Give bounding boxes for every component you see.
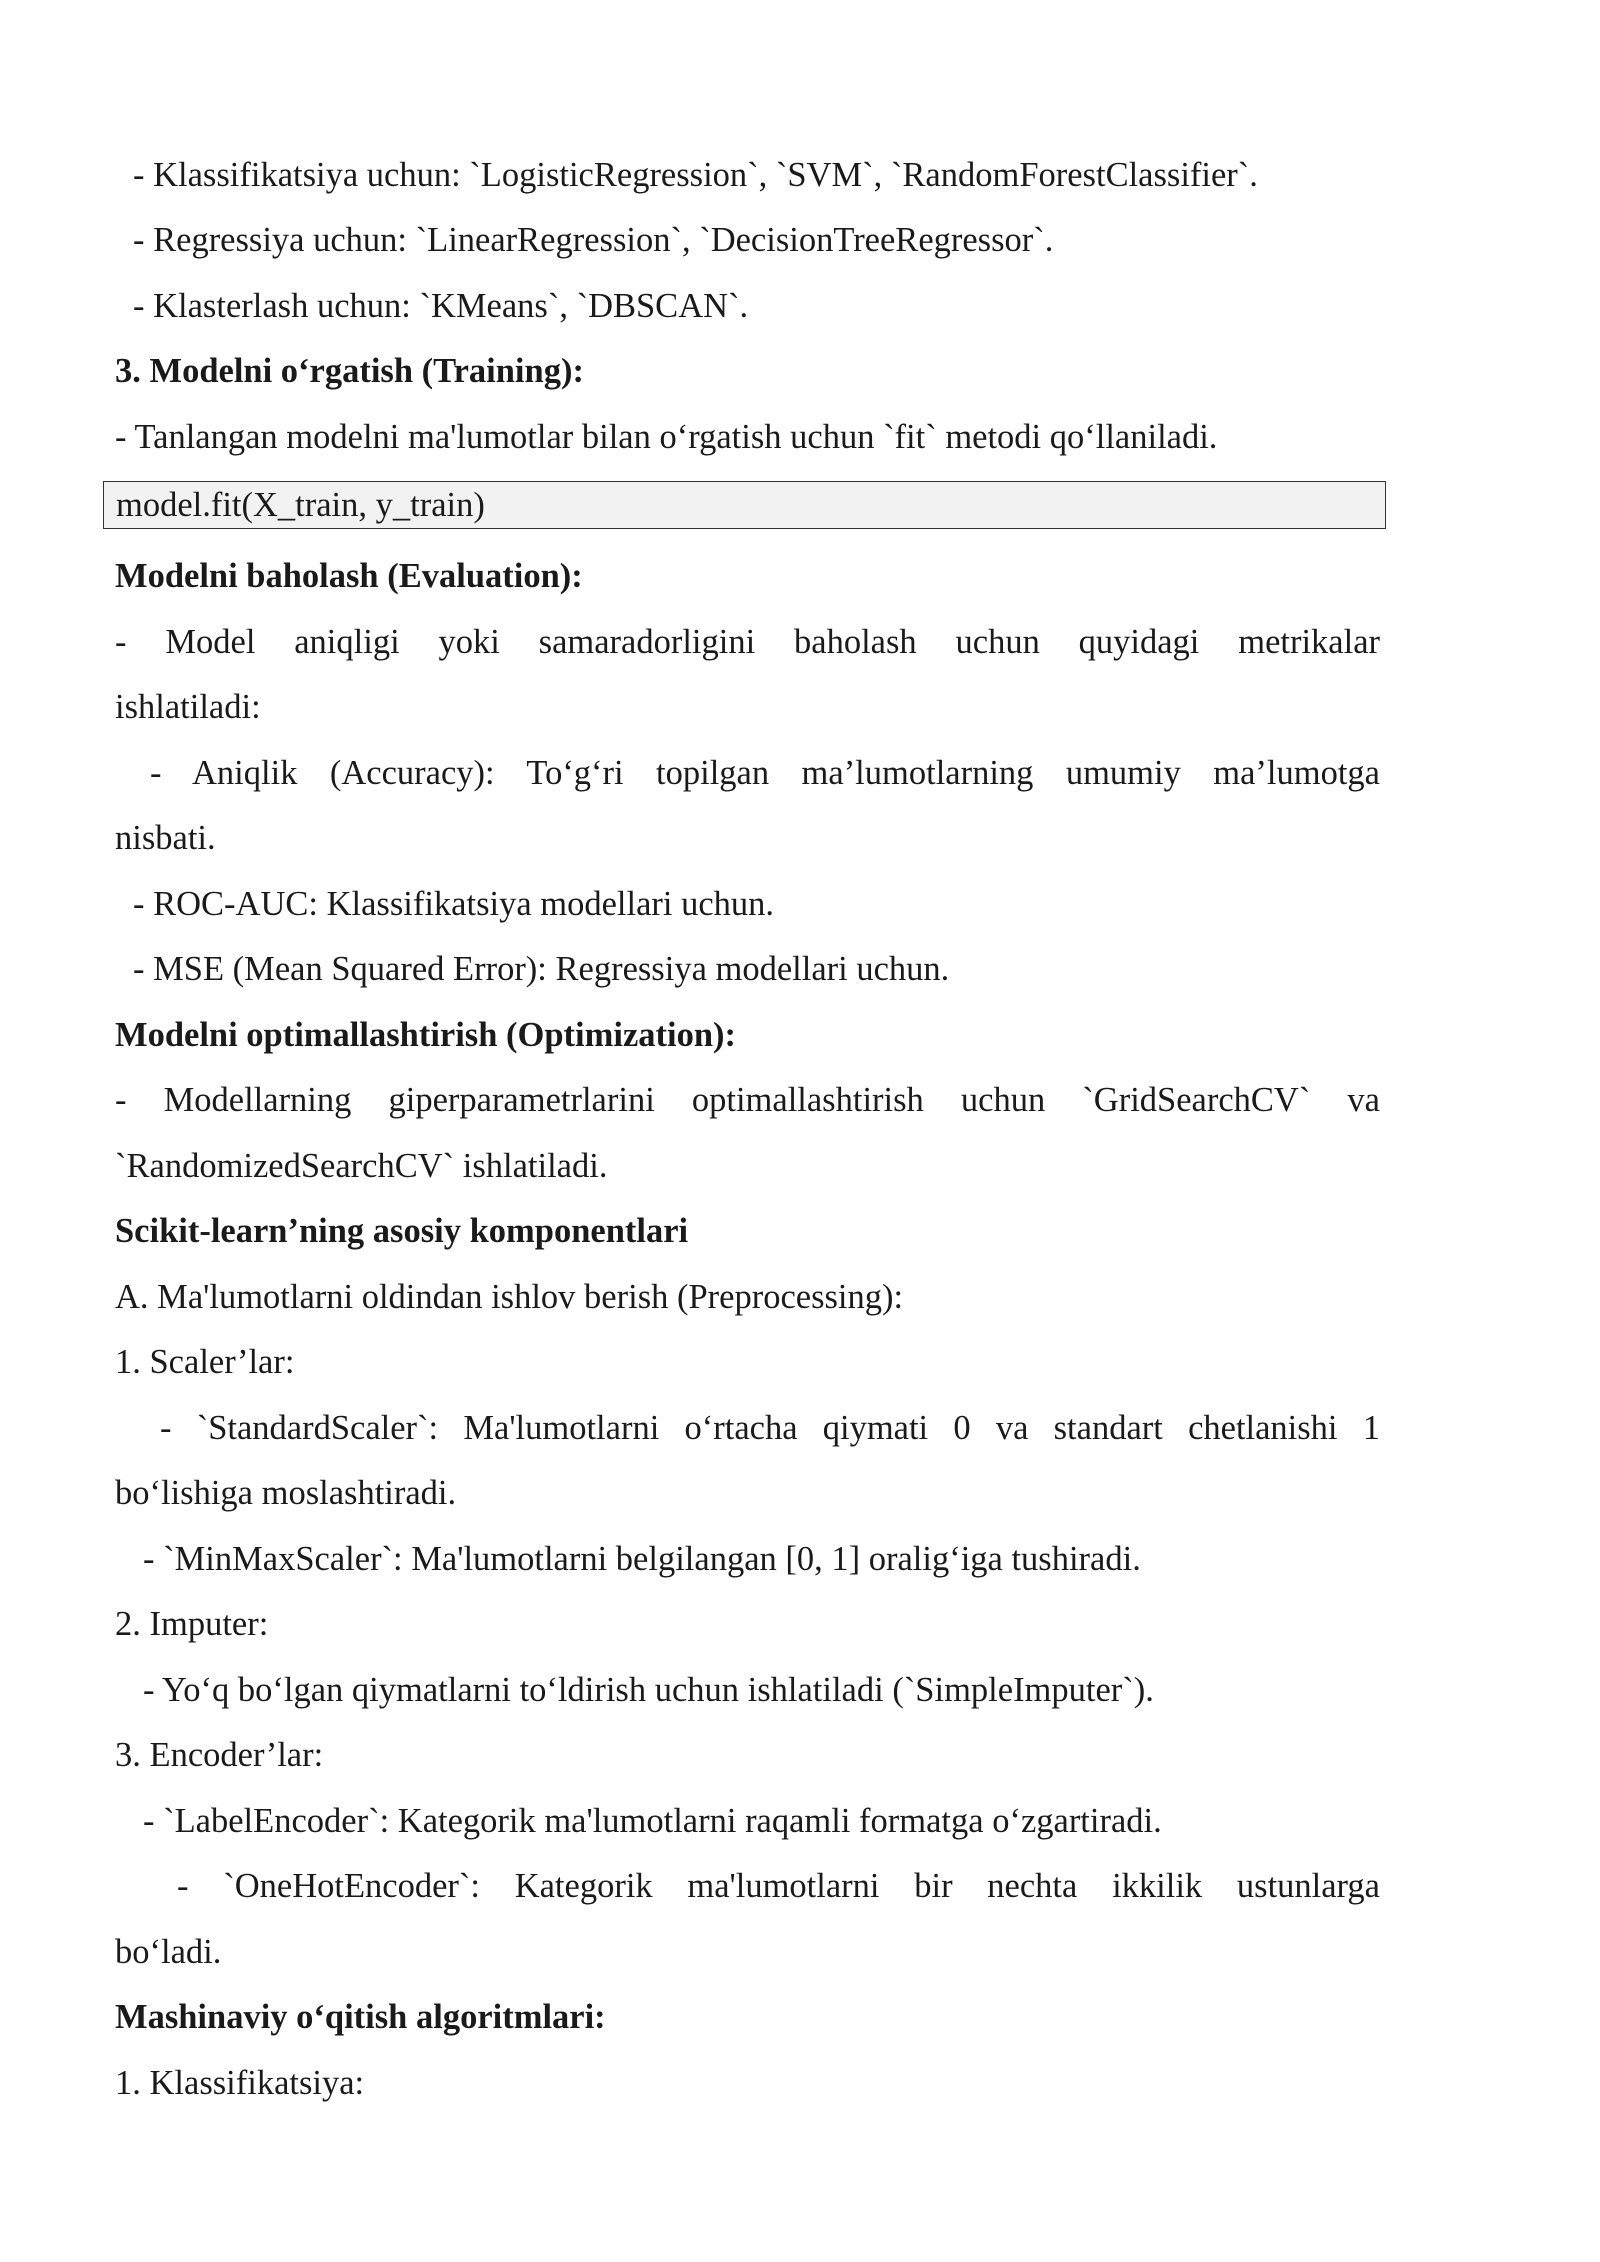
paragraph: - Modellarning giperparametrlarini optimallashtirish uchun `GridSearchCV` va xyxy=(115,1081,1380,1119)
paragraph: nisbati. xyxy=(115,819,216,857)
section-heading: Modelni optimallashtirish (Optimization): xyxy=(115,1016,736,1054)
paragraph: 3. Encoder’lar: xyxy=(115,1736,324,1774)
paragraph: `RandomizedSearchCV` ishlatiladi. xyxy=(115,1147,608,1185)
list-item: - Aniqlik (Accuracy): To‘g‘ri topilgan ma’lumotlarning umumiy ma’lumotga xyxy=(150,754,1380,792)
paragraph: - Tanlangan modelni ma'lumotlar bilan o‘rgatish uchun `fit` metodi qo‘llaniladi. xyxy=(115,418,1218,456)
list-item: - `LabelEncoder`: Kategorik ma'lumotlarni raqamli formatga o‘zgartiradi. xyxy=(143,1802,1162,1840)
paragraph: - Model aniqligi yoki samaradorligini baholash uchun quyidagi metrikalar xyxy=(115,623,1380,661)
section-heading: Modelni baholash (Evaluation): xyxy=(115,557,583,595)
section-heading: Mashinaviy o‘qitish algoritmlari: xyxy=(115,1998,606,2036)
list-item: - Klassifikatsiya uchun: `LogisticRegression`, `SVM`, `RandomForestClassifier`. xyxy=(133,156,1258,194)
code-text: model.fit(X_train, y_train) xyxy=(116,486,485,524)
section-heading: Scikit-learn’ning asosiy komponentlari xyxy=(115,1212,689,1250)
paragraph: A. Ma'lumotlarni oldindan ishlov berish (Preprocessing): xyxy=(115,1278,904,1316)
list-item: - `MinMaxScaler`: Ma'lumotlarni belgilangan [0, 1] oralig‘iga tushiradi. xyxy=(143,1540,1141,1578)
code-block xyxy=(103,481,1386,529)
list-item: - Regressiya uchun: `LinearRegression`, `DecisionTreeRegressor`. xyxy=(133,221,1054,259)
list-item: - `OneHotEncoder`: Kategorik ma'lumotlarni bir nechta ikkilik ustunlarga xyxy=(177,1867,1380,1905)
paragraph: bo‘ladi. xyxy=(115,1933,222,1971)
paragraph: 2. Imputer: xyxy=(115,1605,269,1643)
paragraph: bo‘lishiga moslashtiradi. xyxy=(115,1474,457,1512)
list-item: - ROC-AUC: Klassifikatsiya modellari uchun. xyxy=(133,885,775,923)
paragraph: 1. Scaler’lar: xyxy=(115,1343,295,1381)
list-item: - MSE (Mean Squared Error): Regressiya modellari uchun. xyxy=(133,950,950,988)
list-item: - Yo‘q bo‘lgan qiymatlarni to‘ldirish uchun ishlatiladi (`SimpleImputer`). xyxy=(143,1671,1154,1709)
paragraph: 1. Klassifikatsiya: xyxy=(115,2064,365,2102)
list-item: - `StandardScaler`: Ma'lumotlarni o‘rtacha qiymati 0 va standart chetlanishi 1 xyxy=(160,1409,1380,1447)
section-heading: 3. Modelni o‘rgatish (Training): xyxy=(115,352,584,390)
list-item: - Klasterlash uchun: `KMeans`, `DBSCAN`. xyxy=(133,287,749,325)
paragraph: ishlatiladi: xyxy=(115,688,261,726)
